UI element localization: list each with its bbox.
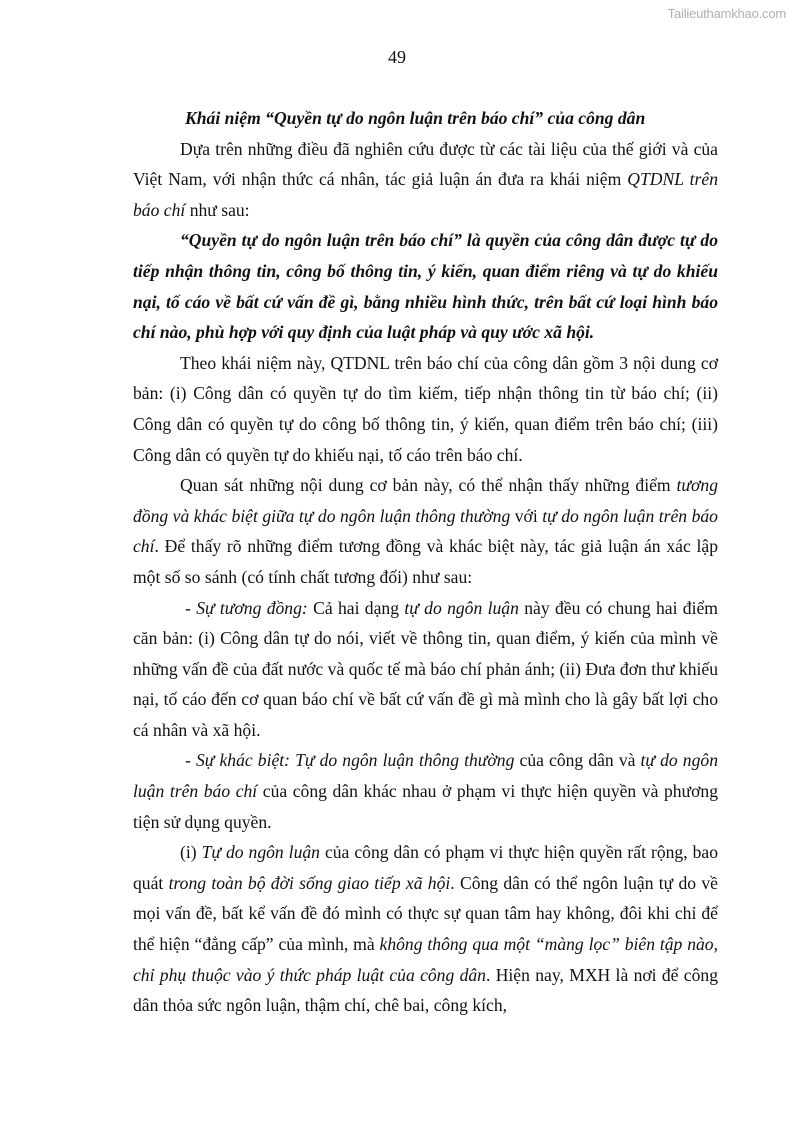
text: . Để thấy rõ những điểm tương đồng và khác biệt này, tác giả luận án xác lập một số so sánh (có tính chất tương đối) như sau: — [133, 536, 718, 587]
text: Dựa trên những điều đã nghiên cứu được từ các tài liệu của thế giới và của Việt Nam, với nhận thức cá nhân, tác giả luận án đưa ra khái niệm — [133, 138, 718, 190]
text: như sau: — [185, 199, 250, 220]
text: Cả hai dạng — [307, 597, 405, 618]
text: của công dân khác nhau ở phạm vi thực hiện quyền và phương tiện sử dụng quyền. — [133, 781, 718, 832]
paragraph-scope — [133, 837, 718, 1021]
text: của công dân và — [514, 750, 641, 771]
watermark: Tailieuthamkhao.com — [667, 6, 786, 21]
italic-text: - Sự tương đồng: — [185, 597, 308, 618]
italic-text: Tự do ngôn luận — [201, 842, 320, 863]
page-number: 49 — [388, 47, 406, 67]
italic-text: tự do ngôn luận trên báo chí — [133, 505, 718, 557]
paragraph-similarity — [133, 593, 718, 746]
italic-text: tự do ngôn luận — [404, 597, 519, 618]
italic-text: tự do ngôn luận trên báo chí — [133, 750, 718, 802]
paragraph-difference — [133, 745, 718, 837]
text: (i) — [180, 842, 202, 863]
text: Quan sát những nội dung cơ bản này, có thể nhận thấy những điểm — [180, 475, 677, 496]
definition-paragraph: “Quyền tự do ngôn luận trên báo chí” là quyền của công dân được tự do tiếp nhận thông tin, công bố thông tin, ý kiến, quan điểm riêng và tự do khiếu nại, tố cáo về bất cứ vấn đề gì, bằng nhiều hình thức, trên bất cứ loại hình báo chí nào, phù hợp với quy định của luật pháp và quy ước xã hội. — [133, 230, 718, 343]
italic-text: không thông qua một “màng lọc” biên tập nào, chỉ phụ thuộc vào ý thức pháp luật của công dân — [133, 934, 719, 985]
text: - — [185, 750, 196, 771]
text: . Hiện nay, MXH là nơi để công dân thỏa sức ngôn luận, thậm chí, chê bai, công kích, — [133, 964, 718, 1016]
paragraph-contents: Theo khái niệm này, QTDNL trên báo chí của công dân gồm 3 nội dung cơ bản: (i) Công dân có quyền tự do tìm kiếm, tiếp nhận thông tin từ báo chí; (ii) Công dân có quyền tự do công bố thông tin, ý kiến, quan điểm trên báo chí; (iii) Công dân có quyền tự do khiếu nại, tố cáo trên báo chí. — [133, 352, 718, 465]
italic-text: QTDNL trên báo chí — [133, 169, 718, 220]
text: của công dân có phạm vi thực hiện quyền rất rộng, bao quát — [133, 842, 718, 893]
document-body — [133, 103, 718, 1021]
paragraph-intro — [133, 134, 718, 226]
italic-text: tương đồng và khác biệt giữa tự do ngôn luận thông thường — [133, 475, 718, 526]
section-heading: Khái niệm “Quyền tự do ngôn luận trên báo chí” của công dân — [185, 108, 646, 128]
italic-text: Sự khác biệt: Tự do ngôn luận thông thường — [195, 750, 515, 771]
italic-text: trong toàn bộ đời sống giao tiếp xã hội — [168, 872, 451, 893]
text: . Công dân có thể ngôn luận tự do về mọi vấn đề, bất kể vấn đề đó mình có thực sự quan tâm hay không, đôi khi chỉ để thể hiện “đẳng cấp” của mình, mà — [133, 872, 718, 955]
text: với — [510, 505, 543, 526]
text: này đều có chung hai điểm căn bản: (i) Công dân tự do nói, viết về thông tin, quan điểm, ý kiến của mình về những vấn đề của đất nước và quốc tế mà báo chí phản ánh; (ii) Đưa đơn thư khiếu nại, tố cáo đến cơ quan báo chí về bất cứ vấn đề gì mà mình cho là gây bất lợi cho cá nhân và xã hội. — [133, 597, 718, 740]
paragraph-comparison-intro — [133, 470, 718, 592]
